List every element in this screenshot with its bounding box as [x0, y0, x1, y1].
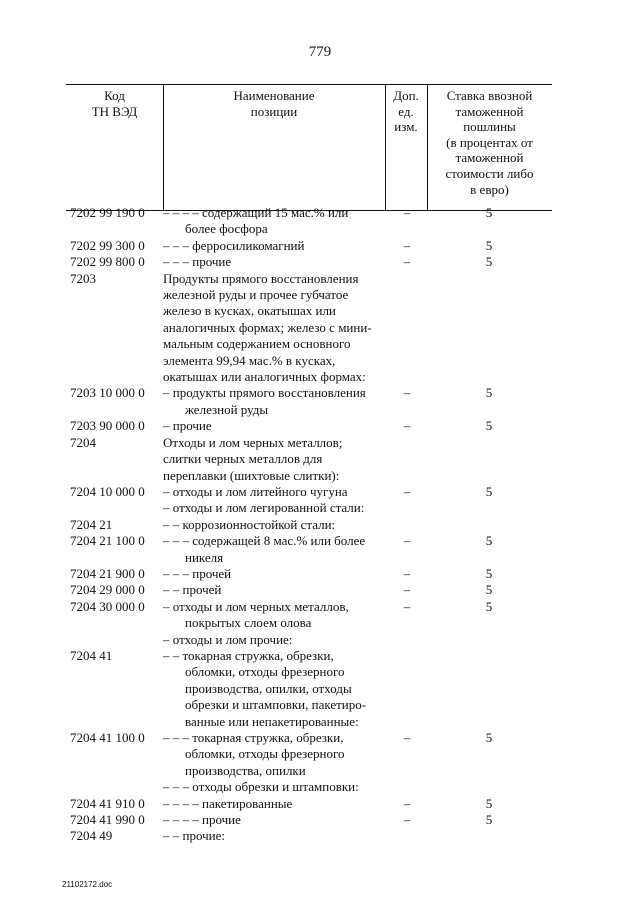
additional-unit: – [403, 385, 411, 401]
position-name [163, 828, 378, 844]
additional-unit: – [403, 598, 411, 614]
table-row [0, 533, 640, 566]
table-top-rule [66, 84, 552, 85]
header-rate-line: Ставка ввозной [446, 88, 533, 103]
tariff-code: 7204 41 990 0 [70, 812, 145, 828]
position-name-line: – отходы и лом легированной стали: [163, 500, 365, 516]
position-name-line: – – – прочие [163, 254, 232, 270]
tariff-code: 7203 90 000 0 [70, 418, 145, 434]
position-name-line: мальным содержанием основного [163, 336, 351, 352]
position-name-line: – отходы и лом черных металлов, [163, 598, 349, 614]
position-name [163, 205, 378, 238]
duty-rate: 5 [485, 385, 493, 401]
header-name-line: позиции [250, 103, 298, 119]
position-name-line: слитки черных металлов для [163, 451, 323, 467]
position-name [163, 779, 378, 795]
tariff-code: 7204 30 000 0 [70, 598, 145, 614]
tariff-code: 7204 21 [70, 516, 113, 532]
duty-rate: 5 [485, 582, 493, 598]
additional-unit: – [403, 205, 411, 220]
position-name-line: окатышах или аналогичных формах: [163, 369, 366, 385]
position-name [163, 517, 378, 533]
position-name-line: – – прочей [163, 582, 222, 598]
position-name-line: – – прочие: [163, 828, 225, 844]
tariff-code: 7202 99 190 0 [70, 205, 145, 220]
position-name-line: – – – ферросиликомагний [163, 237, 305, 253]
position-name [163, 582, 378, 598]
table-row [0, 582, 640, 598]
position-name-line: – – – – прочие [163, 812, 241, 828]
additional-unit: – [403, 418, 411, 434]
position-name [163, 238, 378, 254]
duty-rate: 5 [485, 254, 493, 270]
duty-rate: 5 [485, 565, 493, 581]
header-code [66, 88, 163, 119]
position-name-line: ванные или непакетированные: [185, 713, 359, 729]
table-row [0, 385, 640, 418]
table-row [0, 566, 640, 582]
position-name [163, 648, 378, 730]
table-row [0, 500, 640, 516]
position-name-line: – – – – пакетированные [163, 795, 293, 811]
tariff-code: 7204 41 910 0 [70, 795, 145, 811]
position-name-line: обрезки и штамповки, пакетиро- [185, 697, 367, 713]
position-name [163, 533, 378, 566]
tariff-code: 7204 41 100 0 [70, 730, 145, 745]
position-name-line: железной руды [185, 401, 269, 417]
page-number: 779 [308, 44, 332, 60]
tariff-code: 7202 99 800 0 [70, 254, 145, 270]
position-name-line: производства, опилки, отходы [185, 680, 352, 696]
duty-rate: 5 [485, 795, 493, 811]
position-name-line: – – – прочей [163, 565, 232, 581]
duty-rate: 5 [485, 598, 493, 614]
additional-unit: – [403, 565, 411, 581]
header-rate-line: таможенной [455, 103, 524, 119]
additional-unit: – [403, 812, 411, 828]
position-name-line: – прочие [163, 418, 212, 434]
tariff-code: 7204 10 000 0 [70, 483, 145, 499]
position-name [163, 484, 378, 500]
header-unit-line: изм. [394, 119, 418, 135]
table-row [0, 238, 640, 254]
position-name [163, 730, 378, 779]
position-name [163, 418, 378, 434]
header-code-line: ТН ВЭД [91, 103, 138, 119]
tariff-code: 7202 99 300 0 [70, 237, 145, 253]
duty-rate: 5 [485, 533, 493, 549]
position-name-line: более фосфора [185, 221, 268, 237]
additional-unit: – [403, 483, 411, 499]
position-name [163, 435, 378, 484]
table-row [0, 517, 640, 533]
table-row [0, 730, 640, 779]
header-name [163, 88, 385, 119]
position-name [163, 254, 378, 270]
position-name-line: – – токарная стружка, обрезки, [163, 647, 334, 663]
table-row [0, 632, 640, 648]
additional-unit: – [403, 582, 411, 598]
position-name-line: железной руды и прочее губчатое [163, 287, 349, 303]
position-name [163, 500, 378, 516]
header-rate-line: (в процентах от [446, 134, 533, 150]
position-name-line: – – – токарная стружка, обрезки, [163, 730, 344, 745]
tariff-code: 7204 29 000 0 [70, 582, 145, 598]
duty-rate: 5 [485, 483, 493, 499]
position-name-line: элемента 99,94 мас.% в кусках, [163, 352, 336, 368]
table-row [0, 418, 640, 434]
position-name-line: обломки, отходы фрезерного [185, 746, 345, 762]
tariff-code: 7204 21 900 0 [70, 565, 145, 581]
tariff-code: 7203 [70, 270, 96, 286]
position-name-line: – отходы и лом литейного чугуна [163, 483, 348, 499]
position-name-line: обломки, отходы фрезерного [185, 664, 345, 680]
position-name-line: покрытых слоем олова [185, 615, 312, 631]
tariff-table-body [0, 205, 640, 845]
table-row [0, 796, 640, 812]
header-unit [385, 88, 427, 135]
position-name-line: железо в кусках, окатышах или [163, 303, 336, 319]
table-row [0, 648, 640, 730]
table-row [0, 484, 640, 500]
position-name-line: – – коррозионностойкой стали: [163, 516, 336, 532]
table-row [0, 435, 640, 484]
position-name-line: – – – содержащей 8 мас.% или более [163, 533, 366, 549]
table-row [0, 254, 640, 270]
table-row [0, 828, 640, 844]
position-name-line: – отходы и лом прочие: [163, 631, 293, 647]
additional-unit: – [403, 533, 411, 549]
header-rate-line: пошлины [463, 119, 516, 135]
header-rate-line: в евро) [470, 181, 509, 197]
duty-rate: 5 [485, 418, 493, 434]
position-name-line: Продукты прямого восстановления [163, 270, 359, 286]
header-unit-line: ед. [398, 103, 414, 119]
header-rate-line: стоимости либо [445, 165, 534, 181]
tariff-code: 7204 49 [70, 828, 113, 844]
position-name [163, 566, 378, 582]
position-name-line: Отходы и лом черных металлов; [163, 434, 343, 450]
position-name [163, 796, 378, 812]
position-name [163, 812, 378, 828]
duty-rate: 5 [485, 237, 493, 253]
table-row [0, 599, 640, 632]
position-name [163, 632, 378, 648]
additional-unit: – [403, 730, 411, 745]
position-name-line: никеля [185, 549, 224, 565]
header-unit-line: Доп. [393, 88, 419, 103]
position-name-line: – – – – содержащий 15 мас.% или [163, 205, 349, 220]
tariff-code: 7204 [70, 434, 96, 450]
duty-rate: 5 [485, 205, 493, 220]
header-name-line: Наименование [233, 88, 315, 103]
duty-rate: 5 [485, 730, 493, 745]
position-name-line: – продукты прямого восстановления [163, 385, 366, 401]
position-name-line: аналогичных формах; железо с мини- [163, 319, 372, 335]
position-name [163, 599, 378, 632]
position-name-line: переплавки (шихтовые слитки): [163, 467, 340, 483]
position-name-line: производства, опилки [185, 762, 306, 778]
table-row [0, 205, 640, 238]
table-row [0, 271, 640, 386]
tariff-code: 7203 10 000 0 [70, 385, 145, 401]
additional-unit: – [403, 795, 411, 811]
tariff-code: 7204 21 100 0 [70, 533, 145, 549]
table-row [0, 812, 640, 828]
duty-rate: 5 [485, 812, 493, 828]
header-code-line: Код [104, 88, 125, 103]
table-row [0, 779, 640, 795]
position-name-line: – – – отходы обрезки и штамповки: [163, 779, 359, 795]
position-name [163, 385, 378, 418]
header-rate [427, 88, 552, 197]
footer-filename: 21102172.doc [62, 880, 113, 889]
additional-unit: – [403, 254, 411, 270]
header-rate-line: таможенной [455, 150, 524, 166]
tariff-code: 7204 41 [70, 647, 113, 663]
additional-unit: – [403, 237, 411, 253]
position-name [163, 271, 378, 386]
